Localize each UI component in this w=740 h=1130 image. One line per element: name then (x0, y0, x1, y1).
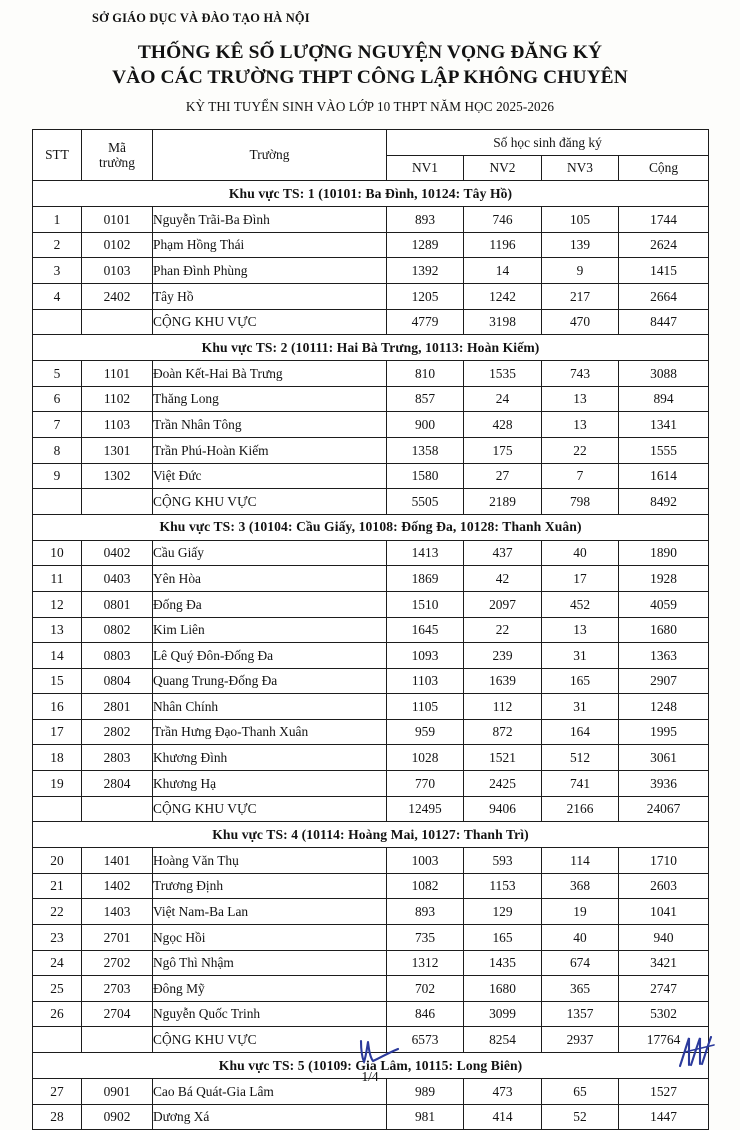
cell-stt: 14 (33, 643, 82, 669)
table-row (33, 232, 709, 258)
column-header-nv1: NV1 (387, 155, 464, 181)
cell-stt: 1 (33, 207, 82, 233)
table-row (33, 566, 709, 592)
region-total-nv1: 6573 (387, 1027, 464, 1053)
region-total-nv1: 4779 (387, 309, 464, 335)
cell-nv3: 365 (542, 976, 619, 1002)
table-row (33, 258, 709, 284)
cell-stt: 28 (33, 1104, 82, 1130)
cell-stt: 16 (33, 694, 82, 720)
table-row (33, 1001, 709, 1027)
cell-stt (33, 1027, 82, 1053)
cell-stt: 22 (33, 899, 82, 925)
cell-stt: 15 (33, 668, 82, 694)
cell-school-name: Ngô Thì Nhậm (153, 950, 387, 976)
cell-nv3: 105 (542, 207, 619, 233)
cell-nv1: 900 (387, 412, 464, 438)
cell-nv3: 674 (542, 950, 619, 976)
cell-school-name: Lê Quý Đôn-Đống Đa (153, 643, 387, 669)
cell-nv3: 139 (542, 232, 619, 258)
signature-mark-right (676, 1036, 716, 1068)
cell-school-code: 0101 (82, 207, 153, 233)
cell-nv1: 893 (387, 207, 464, 233)
cell-nv2: 22 (464, 617, 542, 643)
region-total-total: 8447 (619, 309, 709, 335)
cell-stt (33, 796, 82, 822)
cell-school-code: 0901 (82, 1079, 153, 1105)
cell-nv2: 24 (464, 386, 542, 412)
cell-school-name: Đoàn Kết-Hai Bà Trưng (153, 361, 387, 387)
cell-total: 1041 (619, 899, 709, 925)
cell-school-code (82, 489, 153, 515)
column-header-school-code-line-2: trường (99, 155, 135, 171)
region-total-nv2: 8254 (464, 1027, 542, 1053)
column-header-school-code (82, 130, 153, 181)
column-header-nv2: NV2 (464, 155, 542, 181)
cell-school-code: 2702 (82, 950, 153, 976)
cell-school-code: 0803 (82, 643, 153, 669)
cell-stt: 9 (33, 463, 82, 489)
table-head (33, 130, 709, 181)
cell-nv1: 1105 (387, 694, 464, 720)
region-header-label: Khu vực TS: 5 (10109: Gia Lâm, 10115: Long Biên) (33, 1053, 709, 1079)
cell-nv2: 165 (464, 925, 542, 951)
region-header-row (33, 181, 709, 207)
cell-nv3: 17 (542, 566, 619, 592)
cell-nv1: 1205 (387, 283, 464, 309)
cell-school-name: Yên Hòa (153, 566, 387, 592)
cell-nv1: 1082 (387, 873, 464, 899)
cell-nv2: 1535 (464, 361, 542, 387)
cell-nv1: 981 (387, 1104, 464, 1130)
cell-total: 3421 (619, 950, 709, 976)
cell-school-name: Trần Hưng Đạo-Thanh Xuân (153, 719, 387, 745)
cell-school-name: Nguyễn Quốc Trinh (153, 1001, 387, 1027)
cell-nv1: 1645 (387, 617, 464, 643)
table-row (33, 643, 709, 669)
cell-school-code (82, 1027, 153, 1053)
cell-nv3: 40 (542, 925, 619, 951)
cell-stt (33, 309, 82, 335)
cell-school-code: 2803 (82, 745, 153, 771)
cell-total: 2747 (619, 976, 709, 1002)
cell-nv2: 175 (464, 437, 542, 463)
table-row (33, 925, 709, 951)
cell-nv3: 40 (542, 540, 619, 566)
cell-nv2: 129 (464, 899, 542, 925)
cell-school-code: 1402 (82, 873, 153, 899)
cell-nv3: 19 (542, 899, 619, 925)
region-total-row (33, 796, 709, 822)
cell-nv2: 1242 (464, 283, 542, 309)
cell-school-code: 2402 (82, 283, 153, 309)
table-row (33, 848, 709, 874)
table-row (33, 719, 709, 745)
cell-nv1: 735 (387, 925, 464, 951)
table-row (33, 412, 709, 438)
cell-total: 3088 (619, 361, 709, 387)
cell-school-code: 1301 (82, 437, 153, 463)
cell-total: 1614 (619, 463, 709, 489)
cell-school-code: 0103 (82, 258, 153, 284)
cell-nv1: 1510 (387, 591, 464, 617)
cell-stt: 7 (33, 412, 82, 438)
cell-school-name: Thăng Long (153, 386, 387, 412)
cell-total: 1415 (619, 258, 709, 284)
cell-school-name: Nguyễn Trãi-Ba Đình (153, 207, 387, 233)
cell-nv2: 593 (464, 848, 542, 874)
region-header-row (33, 335, 709, 361)
statistics-table (32, 129, 709, 1130)
cell-school-name: Dương Xá (153, 1104, 387, 1130)
document-header (0, 0, 740, 115)
table-row (33, 207, 709, 233)
cell-nv3: 368 (542, 873, 619, 899)
cell-school-name: Ngọc Hồi (153, 925, 387, 951)
cell-school-code: 0102 (82, 232, 153, 258)
cell-stt: 20 (33, 848, 82, 874)
cell-nv3: 22 (542, 437, 619, 463)
cell-nv3: 13 (542, 412, 619, 438)
cell-school-code: 2701 (82, 925, 153, 951)
cell-school-code: 0804 (82, 668, 153, 694)
cell-stt: 18 (33, 745, 82, 771)
cell-nv3: 114 (542, 848, 619, 874)
cell-nv2: 437 (464, 540, 542, 566)
cell-total: 1928 (619, 566, 709, 592)
region-total-nv3: 2166 (542, 796, 619, 822)
region-total-row (33, 309, 709, 335)
cell-school-name: Khương Đình (153, 745, 387, 771)
table-row (33, 745, 709, 771)
cell-nv2: 27 (464, 463, 542, 489)
column-header-school: Trường (153, 130, 387, 181)
region-total-nv2: 3198 (464, 309, 542, 335)
region-total-label: CỘNG KHU VỰC (153, 309, 387, 335)
cell-total: 1744 (619, 207, 709, 233)
cell-nv1: 1003 (387, 848, 464, 874)
cell-school-name: Trần Nhân Tông (153, 412, 387, 438)
cell-nv2: 112 (464, 694, 542, 720)
cell-school-code: 0802 (82, 617, 153, 643)
cell-stt: 5 (33, 361, 82, 387)
column-header-stt: STT (33, 130, 82, 181)
column-header-total: Cộng (619, 155, 709, 181)
cell-school-name: Cao Bá Quát-Gia Lâm (153, 1079, 387, 1105)
cell-nv3: 31 (542, 694, 619, 720)
cell-nv1: 1028 (387, 745, 464, 771)
table-row (33, 591, 709, 617)
cell-school-code: 2704 (82, 1001, 153, 1027)
cell-school-name: Khương Hạ (153, 771, 387, 797)
cell-nv2: 1153 (464, 873, 542, 899)
cell-nv1: 1103 (387, 668, 464, 694)
cell-school-code: 0801 (82, 591, 153, 617)
cell-nv3: 741 (542, 771, 619, 797)
table-row (33, 540, 709, 566)
cell-nv3: 217 (542, 283, 619, 309)
cell-school-code: 1103 (82, 412, 153, 438)
cell-school-code (82, 309, 153, 335)
table-row (33, 463, 709, 489)
cell-total: 1890 (619, 540, 709, 566)
cell-nv3: 9 (542, 258, 619, 284)
cell-school-name: Phan Đình Phùng (153, 258, 387, 284)
cell-total: 1447 (619, 1104, 709, 1130)
cell-nv1: 1580 (387, 463, 464, 489)
cell-school-name: Nhân Chính (153, 694, 387, 720)
cell-nv2: 872 (464, 719, 542, 745)
cell-nv2: 1435 (464, 950, 542, 976)
cell-nv1: 1869 (387, 566, 464, 592)
cell-nv1: 810 (387, 361, 464, 387)
cell-total: 2664 (619, 283, 709, 309)
cell-school-code: 1302 (82, 463, 153, 489)
region-total-total: 24067 (619, 796, 709, 822)
cell-school-code: 2802 (82, 719, 153, 745)
cell-total: 1995 (619, 719, 709, 745)
cell-nv3: 13 (542, 386, 619, 412)
region-total-nv2: 9406 (464, 796, 542, 822)
cell-nv3: 1357 (542, 1001, 619, 1027)
cell-stt: 6 (33, 386, 82, 412)
cell-nv2: 2425 (464, 771, 542, 797)
table-row (33, 617, 709, 643)
region-header-row (33, 514, 709, 540)
cell-stt: 26 (33, 1001, 82, 1027)
cell-nv1: 702 (387, 976, 464, 1002)
cell-nv3: 65 (542, 1079, 619, 1105)
department-name: SỞ GIÁO DỤC VÀ ĐÀO TẠO HÀ NỘI (92, 11, 310, 25)
cell-nv3: 452 (542, 591, 619, 617)
table-row (33, 437, 709, 463)
cell-nv1: 1392 (387, 258, 464, 284)
cell-total: 1363 (619, 643, 709, 669)
region-total-label: CỘNG KHU VỰC (153, 489, 387, 515)
statistics-table-container (32, 129, 708, 1130)
cell-nv1: 893 (387, 899, 464, 925)
cell-total: 1555 (619, 437, 709, 463)
cell-stt: 13 (33, 617, 82, 643)
table-body (33, 181, 709, 1130)
cell-nv1: 1312 (387, 950, 464, 976)
cell-nv3: 165 (542, 668, 619, 694)
cell-nv1: 846 (387, 1001, 464, 1027)
page-title-line-1: THỐNG KÊ SỐ LƯỢNG NGUYỆN VỌNG ĐĂNG KÝ (137, 41, 603, 63)
table-row (33, 899, 709, 925)
cell-school-code: 2801 (82, 694, 153, 720)
region-total-label: CỘNG KHU VỰC (153, 1027, 387, 1053)
region-total-label: CỘNG KHU VỰC (153, 796, 387, 822)
region-total-nv2: 2189 (464, 489, 542, 515)
cell-school-code: 1101 (82, 361, 153, 387)
cell-stt: 24 (33, 950, 82, 976)
cell-school-code: 2703 (82, 976, 153, 1002)
cell-school-code (82, 796, 153, 822)
column-header-nv3: NV3 (542, 155, 619, 181)
cell-total: 2603 (619, 873, 709, 899)
table-row (33, 386, 709, 412)
cell-total: 2624 (619, 232, 709, 258)
table-row (33, 1104, 709, 1130)
cell-school-code: 1102 (82, 386, 153, 412)
region-total-nv1: 5505 (387, 489, 464, 515)
cell-total: 1248 (619, 694, 709, 720)
cell-stt: 12 (33, 591, 82, 617)
region-total-nv3: 470 (542, 309, 619, 335)
cell-total: 3061 (619, 745, 709, 771)
cell-nv2: 1521 (464, 745, 542, 771)
cell-total: 2907 (619, 668, 709, 694)
region-header-row (33, 822, 709, 848)
cell-nv3: 164 (542, 719, 619, 745)
cell-total: 4059 (619, 591, 709, 617)
cell-nv3: 512 (542, 745, 619, 771)
cell-school-code: 1403 (82, 899, 153, 925)
table-row (33, 668, 709, 694)
cell-nv3: 743 (542, 361, 619, 387)
cell-school-name: Cầu Giấy (153, 540, 387, 566)
cell-nv2: 42 (464, 566, 542, 592)
region-header-label: Khu vực TS: 3 (10104: Cầu Giấy, 10108: Đống Đa, 10128: Thanh Xuân) (33, 514, 709, 540)
cell-stt: 2 (33, 232, 82, 258)
cell-nv1: 959 (387, 719, 464, 745)
cell-school-name: Đông Mỹ (153, 976, 387, 1002)
region-total-row (33, 489, 709, 515)
table-row (33, 771, 709, 797)
cell-school-code: 0902 (82, 1104, 153, 1130)
table-row (33, 283, 709, 309)
cell-nv1: 989 (387, 1079, 464, 1105)
cell-total: 1710 (619, 848, 709, 874)
page-number: 1/4 (361, 1069, 379, 1084)
cell-school-name: Kim Liên (153, 617, 387, 643)
cell-nv2: 1639 (464, 668, 542, 694)
region-total-nv3: 2937 (542, 1027, 619, 1053)
cell-school-code: 0403 (82, 566, 153, 592)
column-header-group-registrations: Số học sinh đăng ký (387, 130, 709, 156)
cell-school-name: Việt Đức (153, 463, 387, 489)
cell-stt: 4 (33, 283, 82, 309)
signature-mark-left (355, 1037, 401, 1067)
cell-nv2: 473 (464, 1079, 542, 1105)
table-row (33, 873, 709, 899)
cell-total: 894 (619, 386, 709, 412)
cell-nv3: 13 (542, 617, 619, 643)
cell-total: 3936 (619, 771, 709, 797)
region-total-total: 17764 (619, 1027, 709, 1053)
cell-nv1: 1358 (387, 437, 464, 463)
cell-school-name: Trương Định (153, 873, 387, 899)
cell-nv2: 2097 (464, 591, 542, 617)
cell-school-code: 0402 (82, 540, 153, 566)
cell-nv2: 1196 (464, 232, 542, 258)
table-row (33, 950, 709, 976)
cell-stt: 23 (33, 925, 82, 951)
cell-nv2: 3099 (464, 1001, 542, 1027)
column-header-school-code-line-1: Mã (108, 139, 126, 155)
cell-total: 1527 (619, 1079, 709, 1105)
cell-nv1: 770 (387, 771, 464, 797)
page-subtitle: KỲ THI TUYỂN SINH VÀO LỚP 10 THPT NĂM HỌC 2025-2026 (185, 98, 555, 114)
cell-nv2: 239 (464, 643, 542, 669)
page-title (0, 40, 740, 91)
cell-school-name: Phạm Hồng Thái (153, 232, 387, 258)
cell-total: 1680 (619, 617, 709, 643)
table-row (33, 694, 709, 720)
region-total-nv1: 12495 (387, 796, 464, 822)
cell-nv2: 14 (464, 258, 542, 284)
cell-school-name: Hoàng Văn Thụ (153, 848, 387, 874)
page-title-line-2: VÀO CÁC TRƯỜNG THPT CÔNG LẬP KHÔNG CHUYÊN (112, 67, 628, 89)
cell-stt: 17 (33, 719, 82, 745)
region-header-label: Khu vực TS: 4 (10114: Hoàng Mai, 10127: Thanh Trì) (33, 822, 709, 848)
table-header-row-1 (33, 130, 709, 156)
cell-school-name: Đống Đa (153, 591, 387, 617)
cell-nv3: 7 (542, 463, 619, 489)
cell-stt: 19 (33, 771, 82, 797)
cell-stt: 8 (33, 437, 82, 463)
cell-nv2: 1680 (464, 976, 542, 1002)
cell-total: 940 (619, 925, 709, 951)
cell-stt: 11 (33, 566, 82, 592)
cell-school-name: Quang Trung-Đống Đa (153, 668, 387, 694)
cell-stt (33, 489, 82, 515)
cell-school-name: Tây Hồ (153, 283, 387, 309)
cell-school-name: Trần Phú-Hoàn Kiếm (153, 437, 387, 463)
table-row (33, 361, 709, 387)
cell-nv3: 31 (542, 643, 619, 669)
table-row (33, 976, 709, 1002)
cell-total: 1341 (619, 412, 709, 438)
cell-school-code: 2804 (82, 771, 153, 797)
cell-school-code: 1401 (82, 848, 153, 874)
region-total-total: 8492 (619, 489, 709, 515)
cell-nv2: 428 (464, 412, 542, 438)
cell-stt: 27 (33, 1079, 82, 1105)
cell-nv2: 414 (464, 1104, 542, 1130)
cell-stt: 3 (33, 258, 82, 284)
region-total-nv3: 798 (542, 489, 619, 515)
cell-total: 5302 (619, 1001, 709, 1027)
cell-nv1: 857 (387, 386, 464, 412)
cell-stt: 10 (33, 540, 82, 566)
cell-nv2: 746 (464, 207, 542, 233)
cell-nv3: 52 (542, 1104, 619, 1130)
cell-stt: 21 (33, 873, 82, 899)
cell-nv1: 1413 (387, 540, 464, 566)
region-header-label: Khu vực TS: 2 (10111: Hai Bà Trưng, 10113: Hoàn Kiếm) (33, 335, 709, 361)
cell-school-name: Việt Nam-Ba Lan (153, 899, 387, 925)
cell-nv1: 1289 (387, 232, 464, 258)
cell-nv1: 1093 (387, 643, 464, 669)
cell-stt: 25 (33, 976, 82, 1002)
region-header-label: Khu vực TS: 1 (10101: Ba Đình, 10124: Tây Hồ) (33, 181, 709, 207)
